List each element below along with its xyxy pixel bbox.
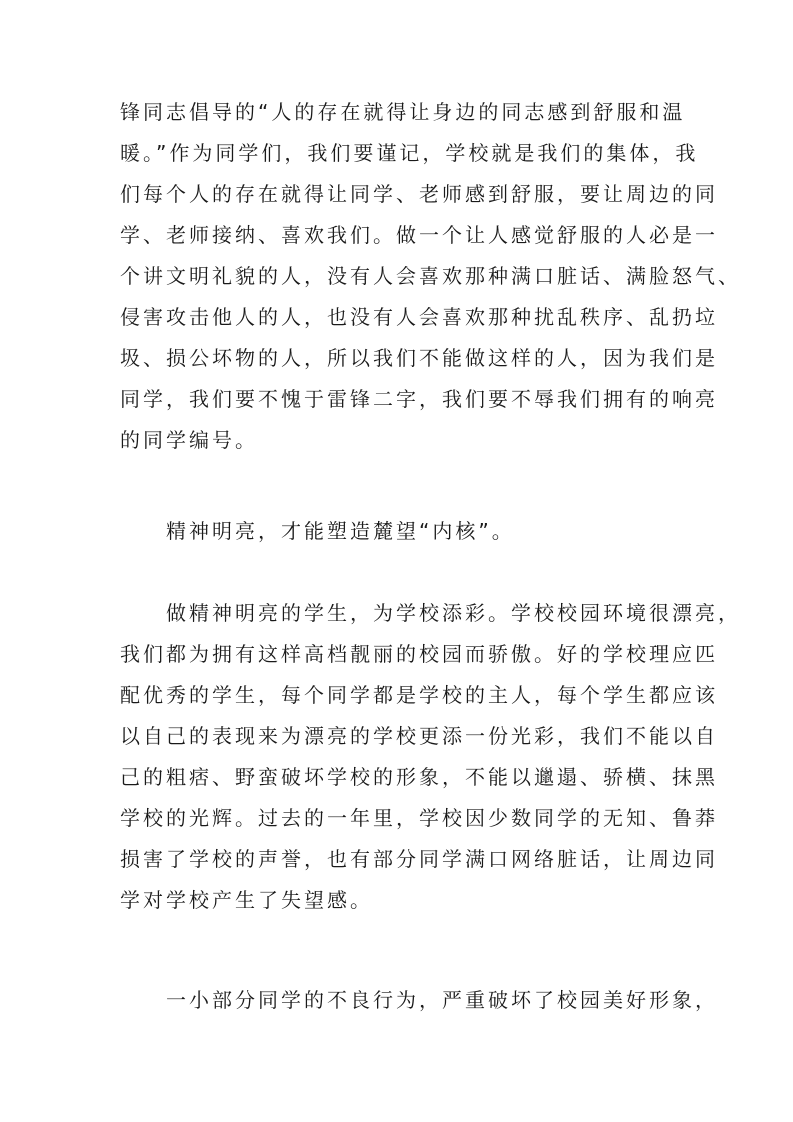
text-line: 学对学校产生了失望感。 bbox=[120, 888, 373, 912]
text-line: 们每个人的存在就得让同学、老师感到舒服，要让周边的同 bbox=[120, 182, 718, 206]
text-line: 一小部分同学的不良行为，严重破坏了校园美好形象， bbox=[166, 988, 718, 1012]
text-line: 暖。”作为同学们，我们要谨记，学校就是我们的集体，我 bbox=[120, 141, 699, 165]
text-line: 己的粗痞、野蛮破坏学校的形象，不能以邋遢、骄横、抹黑 bbox=[120, 765, 718, 789]
text-line: 个讲文明礼貌的人，没有人会喜欢那种满口脏话、满脸怒气、 bbox=[120, 264, 741, 288]
text-line: 的同学编号。 bbox=[120, 428, 258, 452]
text-line: 学、老师接纳、喜欢我们。做一个让人感觉舒服的人必是一 bbox=[120, 223, 718, 247]
text-line: 侵害攻击他人的人，也没有人会喜欢那种扰乱秩序、乱扔垃 bbox=[120, 305, 718, 329]
text-line: 圾、损公坏物的人，所以我们不能做这样的人，因为我们是 bbox=[120, 346, 718, 370]
text-line: 以自己的表现来为漂亮的学校更添一份光彩，我们不能以自 bbox=[120, 724, 718, 748]
text-line: 同学，我们要不愧于雷锋二字，我们要不辱我们拥有的响亮 bbox=[120, 387, 718, 411]
text-line: 损害了学校的声誉，也有部分同学满口网络脏话，让周边同 bbox=[120, 847, 718, 871]
text-line: 做精神明亮的学生，为学校添彩。学校校园环境很漂亮， bbox=[166, 601, 741, 625]
text-line: 我们都为拥有这样高档靓丽的校园而骄傲。好的学校理应匹 bbox=[120, 642, 718, 666]
text-line: 配优秀的学生，每个同学都是学校的主人，每个学生都应该 bbox=[120, 683, 718, 707]
section-heading: 精神明亮，才能塑造麓望“内核”。 bbox=[166, 519, 515, 543]
text-line: 锋同志倡导的“人的存在就得让身边的同志感到舒服和温 bbox=[120, 100, 686, 124]
text-line: 学校的光辉。过去的一年里，学校因少数同学的无知、鲁莽 bbox=[120, 806, 718, 830]
